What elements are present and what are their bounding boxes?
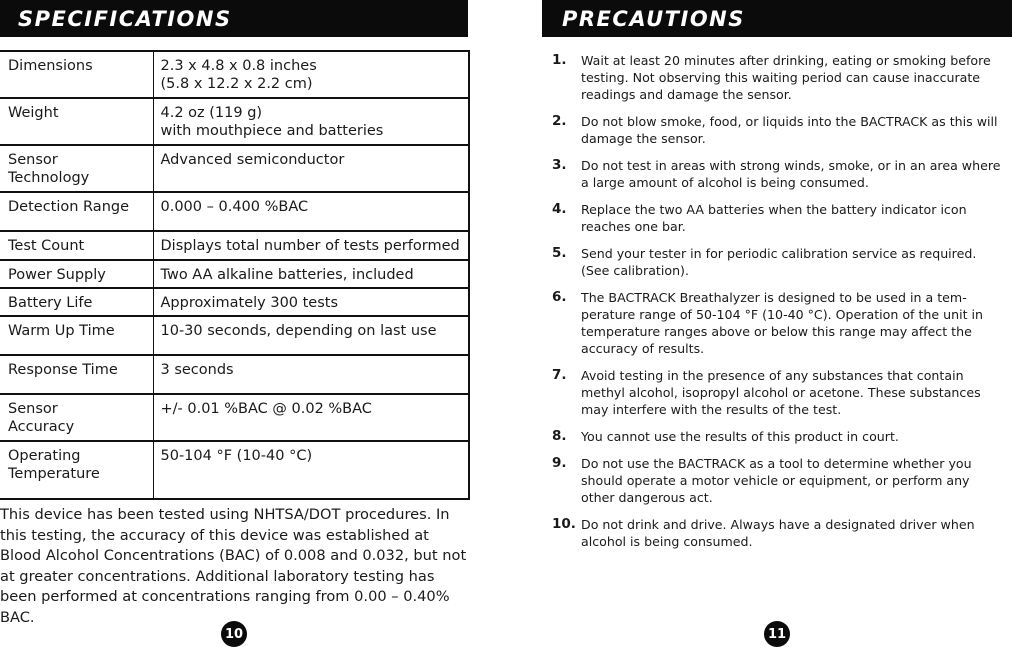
precaution-text: Do not test in areas with strong winds, smoke, or in an area where a large amount of alcohol is being consumed. bbox=[581, 158, 1001, 190]
precaution-text: Do not drink and drive. Always have a designated driver when alcohol is being consumed. bbox=[581, 517, 975, 549]
precaution-text: Do not blow smoke, food, or liquids into the BACTRACK as this will damage the sensor. bbox=[581, 114, 998, 146]
precaution-item bbox=[552, 455, 1002, 506]
precaution-item bbox=[552, 157, 1002, 191]
precaution-item bbox=[552, 113, 1002, 147]
precaution-number: 3. bbox=[552, 157, 567, 173]
specifications-table bbox=[0, 50, 470, 500]
spec-label: Response Time bbox=[0, 355, 153, 394]
precaution-text: The BACTRACK Breathalyzer is designed to be used in a tem-perature range of 50-104 °F (10-40 °C). Operation of the unit in temperature ranges above or below this range may affect the accuracy of results. bbox=[581, 290, 984, 356]
precaution-text: Wait at least 20 minutes after drinking, eating or smoking before testing. Not observing this waiting period can cause inaccurate readings and damage the sensor. bbox=[581, 53, 991, 102]
spec-value: Displays total number of tests performed bbox=[153, 231, 469, 260]
spec-label: Power Supply bbox=[0, 260, 153, 288]
precaution-item bbox=[552, 428, 1002, 445]
spec-label: Sensor Technology bbox=[0, 145, 153, 192]
spec-row bbox=[0, 316, 469, 355]
spec-label: Battery Life bbox=[0, 288, 153, 316]
spec-value: +/- 0.01 %BAC @ 0.02 %BAC bbox=[153, 394, 469, 441]
testing-note: This device has been tested using NHTSA/DOT procedures. In this testing, the accuracy of this device was established at Blood Alcohol Concentrations (BAC) of 0.008 and 0.032, but not at greater concentrations. Additional laboratory testing has been performed at concentrations ranging from 0.00 – 0.40% BAC. bbox=[0, 506, 467, 626]
precaution-item bbox=[552, 516, 1002, 550]
precaution-item bbox=[552, 289, 1002, 357]
spec-row bbox=[0, 288, 469, 316]
right-page bbox=[542, 0, 1012, 647]
spec-row bbox=[0, 355, 469, 394]
precaution-number: 8. bbox=[552, 428, 567, 444]
precaution-text: Do not use the BACTRACK as a tool to determine whether you should operate a motor vehicle or equipment, or perform any other dangerous act. bbox=[581, 456, 972, 505]
precaution-item bbox=[552, 367, 1002, 418]
precaution-item bbox=[552, 52, 1002, 103]
precaution-item bbox=[552, 201, 1002, 235]
precaution-text: You cannot use the results of this product in court. bbox=[581, 429, 899, 444]
spec-value: 4.2 oz (119 g) with mouthpiece and batteries bbox=[153, 98, 469, 145]
spec-label: Weight bbox=[0, 98, 153, 145]
spec-label: Operating Temperature bbox=[0, 441, 153, 499]
precaution-item bbox=[552, 245, 1002, 279]
spec-row bbox=[0, 231, 469, 260]
precaution-number: 7. bbox=[552, 367, 567, 383]
spec-row bbox=[0, 441, 469, 499]
spec-row bbox=[0, 394, 469, 441]
precaution-number: 5. bbox=[552, 245, 567, 261]
precaution-text: Send your tester in for periodic calibration service as required. (See calibration). bbox=[581, 246, 977, 278]
precaution-number: 9. bbox=[552, 455, 567, 471]
spec-value: Advanced semiconductor bbox=[153, 145, 469, 192]
precaution-text: Avoid testing in the presence of any substances that contain methyl alcohol, isopropyl alcohol or acetone. These substances may interfere with the results of the test. bbox=[581, 368, 981, 417]
spec-value: 0.000 – 0.400 %BAC bbox=[153, 192, 469, 231]
precaution-number: 4. bbox=[552, 201, 567, 217]
page-number-left: 10 bbox=[221, 621, 247, 647]
spec-value: Approximately 300 tests bbox=[153, 288, 469, 316]
spec-value: 2.3 x 4.8 x 0.8 inches (5.8 x 12.2 x 2.2 cm) bbox=[153, 51, 469, 98]
precaution-text: Replace the two AA batteries when the battery indicator icon reaches one bar. bbox=[581, 202, 967, 234]
left-page bbox=[0, 0, 470, 647]
spec-value: Two AA alkaline batteries, included bbox=[153, 260, 469, 288]
precaution-number: 2. bbox=[552, 113, 567, 129]
spec-row bbox=[0, 98, 469, 145]
precautions-list bbox=[552, 52, 1002, 560]
spec-label: Warm Up Time bbox=[0, 316, 153, 355]
precaution-number: 10. bbox=[552, 516, 576, 532]
precaution-number: 6. bbox=[552, 289, 567, 305]
specifications-header: SPECIFICATIONS bbox=[0, 0, 468, 37]
spec-value: 10-30 seconds, depending on last use bbox=[153, 316, 469, 355]
spec-value: 50-104 °F (10-40 °C) bbox=[153, 441, 469, 499]
spec-label: Detection Range bbox=[0, 192, 153, 231]
spec-label: Sensor Accuracy bbox=[0, 394, 153, 441]
spec-label: Test Count bbox=[0, 231, 153, 260]
spec-row bbox=[0, 260, 469, 288]
precautions-header: PRECAUTIONS bbox=[542, 0, 1012, 37]
spec-label: Dimensions bbox=[0, 51, 153, 98]
spec-row bbox=[0, 145, 469, 192]
spec-row bbox=[0, 51, 469, 98]
precaution-number: 1. bbox=[552, 52, 567, 68]
page-number-right: 11 bbox=[764, 621, 790, 647]
spec-value: 3 seconds bbox=[153, 355, 469, 394]
spec-row bbox=[0, 192, 469, 231]
